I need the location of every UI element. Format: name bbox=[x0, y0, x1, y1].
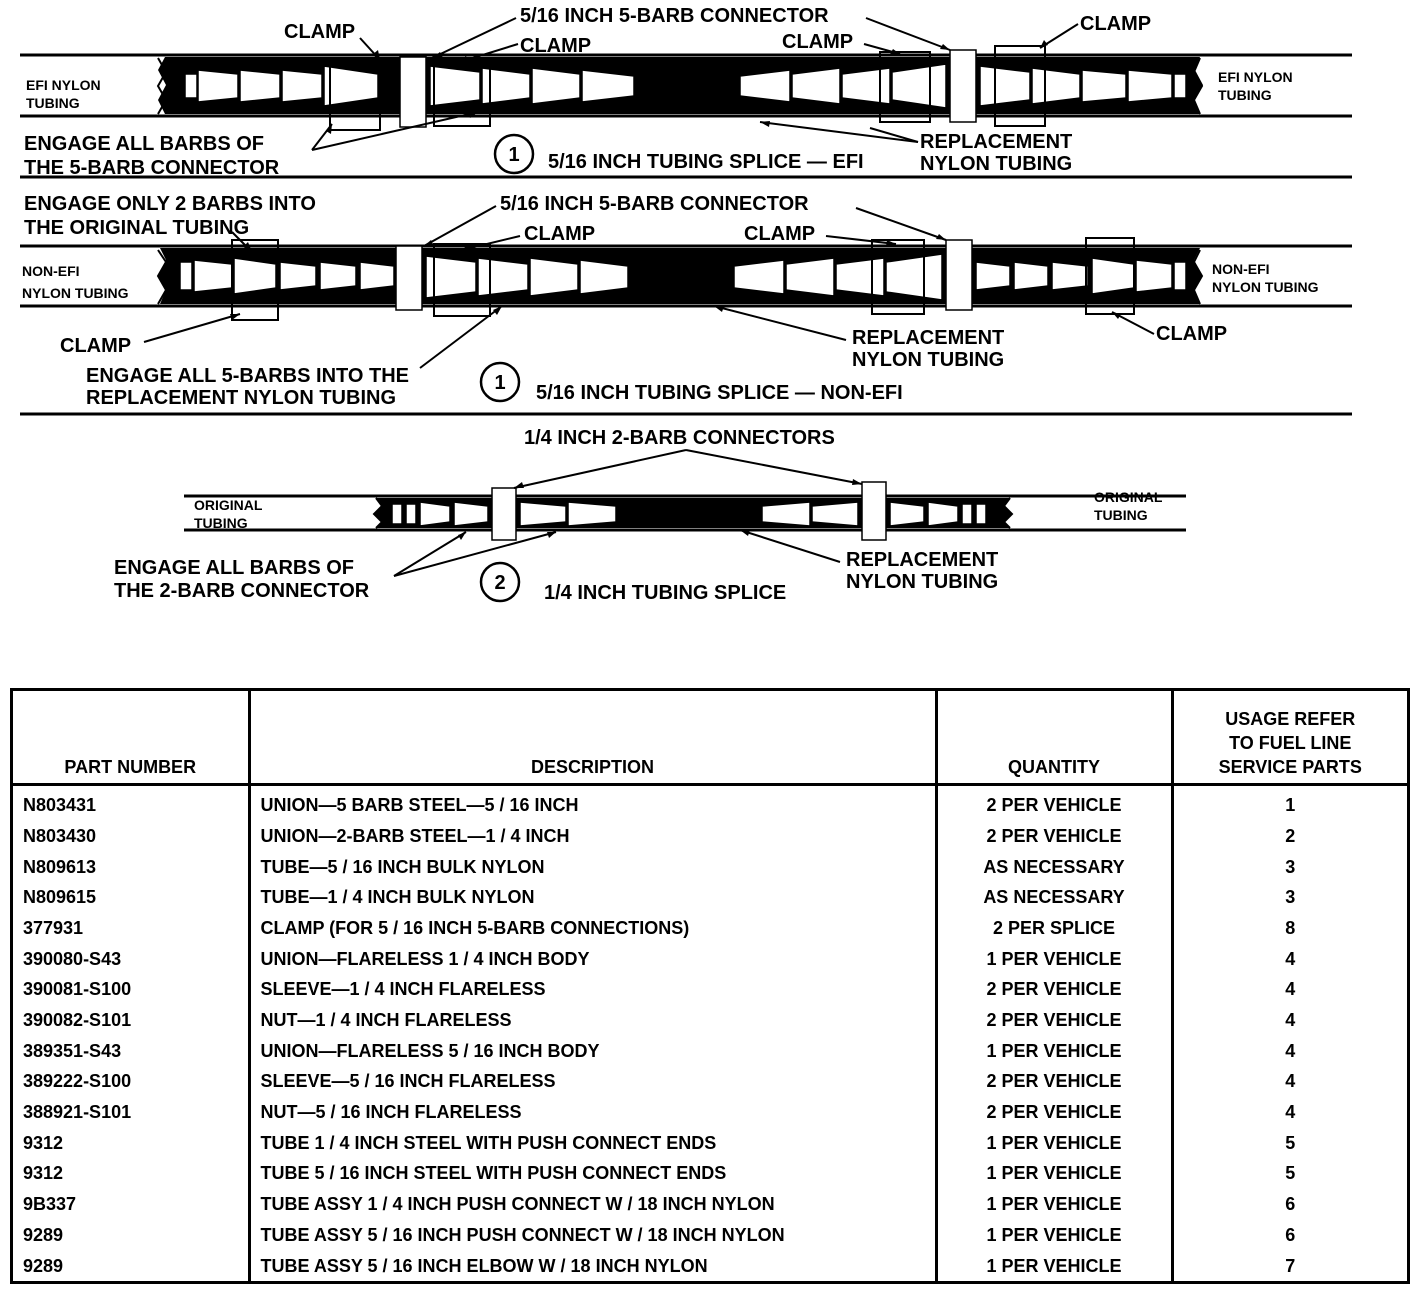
s3-left-tubing-1: ORIGINAL bbox=[194, 497, 263, 513]
parts-table-container bbox=[10, 688, 1410, 1284]
header-description: DESCRIPTION bbox=[249, 691, 936, 785]
description-cell: SLEEVE—5 / 16 INCH FLARELESS bbox=[249, 1066, 936, 1097]
quantity-cell: 2 PER VEHICLE bbox=[936, 821, 1172, 852]
part-number-cell: 390080-S43 bbox=[23, 948, 122, 969]
description-cell: NUT—5 / 16 INCH FLARELESS bbox=[249, 1097, 936, 1128]
s1-title: 5/16 INCH TUBING SPLICE — EFI bbox=[548, 151, 864, 173]
header-usage-line-1: USAGE REFER bbox=[1225, 709, 1356, 729]
s2-replacement-2: NYLON TUBING bbox=[852, 349, 1005, 371]
part-number-cell: 9289 bbox=[23, 1224, 64, 1245]
table-row bbox=[13, 851, 1407, 882]
part-number-cell: 9B337 bbox=[23, 1194, 77, 1215]
usage-cell: 3 bbox=[1172, 882, 1407, 913]
s2-clamp-label-2: CLAMP bbox=[744, 223, 816, 245]
usage-cell: 4 bbox=[1172, 1035, 1407, 1066]
s2-right-tubing-1: NON-EFI bbox=[1212, 261, 1270, 277]
quantity-cell: 2 PER SPLICE bbox=[936, 913, 1172, 944]
usage-cell: 5 bbox=[1172, 1127, 1407, 1158]
usage-cell: 1 bbox=[1172, 785, 1407, 821]
table-row bbox=[13, 1035, 1407, 1066]
header-quantity: QUANTITY bbox=[936, 691, 1172, 785]
s2-clamp-label-1: CLAMP bbox=[524, 223, 596, 245]
quantity-cell: AS NECESSARY bbox=[936, 851, 1172, 882]
s2-connector-label: 5/16 INCH 5-BARB CONNECTOR bbox=[500, 193, 809, 215]
s1-left-tubing-2: TUBING bbox=[26, 95, 80, 111]
s1-callout-number: 1 bbox=[508, 144, 520, 166]
quantity-cell: 2 PER VEHICLE bbox=[936, 1005, 1172, 1036]
quantity-cell: 1 PER VEHICLE bbox=[936, 1035, 1172, 1066]
table-row bbox=[13, 785, 1407, 821]
quantity-cell: AS NECESSARY bbox=[936, 882, 1172, 913]
s3-replacement-1: REPLACEMENT bbox=[846, 549, 999, 571]
s1-right-tubing-2: TUBING bbox=[1218, 87, 1272, 103]
s1-connector-label: 5/16 INCH 5-BARB CONNECTOR bbox=[520, 5, 829, 27]
part-number-cell: 9312 bbox=[23, 1163, 64, 1184]
part-number-cell: 389351-S43 bbox=[23, 1040, 122, 1061]
quantity-cell: 2 PER VEHICLE bbox=[936, 1066, 1172, 1097]
s3-right-tubing-1: ORIGINAL bbox=[1094, 489, 1163, 505]
quantity-cell: 2 PER VEHICLE bbox=[936, 974, 1172, 1005]
description-cell: UNION—FLARELESS 5 / 16 INCH BODY bbox=[249, 1035, 936, 1066]
header-usage-line-3: SERVICE PARTS bbox=[1218, 757, 1362, 777]
s1-clamp-label-2: CLAMP bbox=[520, 35, 592, 57]
s1-engage-note-2: THE 5-BARB CONNECTOR bbox=[24, 157, 280, 179]
s3-title: 1/4 INCH TUBING SPLICE bbox=[544, 582, 787, 604]
s1-clamp-label-3: CLAMP bbox=[782, 31, 854, 53]
usage-cell: 2 bbox=[1172, 821, 1407, 852]
quantity-cell: 1 PER VEHICLE bbox=[936, 1127, 1172, 1158]
s2-engage-bottom-1: ENGAGE ALL 5-BARBS INTO THE bbox=[86, 365, 409, 387]
splice-2-non-efi bbox=[20, 193, 1352, 414]
s2-callout-number: 1 bbox=[494, 372, 506, 394]
description-cell: TUBE—1 / 4 INCH BULK NYLON bbox=[249, 882, 936, 913]
usage-cell: 6 bbox=[1172, 1189, 1407, 1220]
table-row bbox=[13, 882, 1407, 913]
description-cell: NUT—1 / 4 INCH FLARELESS bbox=[249, 1005, 936, 1036]
s3-engage-note-2: THE 2-BARB CONNECTOR bbox=[114, 580, 370, 602]
usage-cell: 4 bbox=[1172, 1005, 1407, 1036]
description-cell: TUBE ASSY 5 / 16 INCH ELBOW W / 18 INCH NYLON bbox=[249, 1250, 936, 1281]
usage-cell: 3 bbox=[1172, 851, 1407, 882]
s3-right-tubing-2: TUBING bbox=[1094, 507, 1148, 523]
s2-title: 5/16 INCH TUBING SPLICE — NON-EFI bbox=[536, 382, 903, 404]
s2-right-tubing-2: NYLON TUBING bbox=[1212, 279, 1319, 295]
usage-cell: 4 bbox=[1172, 943, 1407, 974]
splice-1-efi bbox=[20, 5, 1352, 179]
s1-replacement-1: REPLACEMENT bbox=[920, 131, 1073, 153]
table-row bbox=[13, 974, 1407, 1005]
usage-cell: 4 bbox=[1172, 1066, 1407, 1097]
usage-cell: 6 bbox=[1172, 1219, 1407, 1250]
s1-left-tubing-1: EFI NYLON bbox=[26, 77, 101, 93]
part-number-cell: N803431 bbox=[23, 795, 97, 816]
table-row bbox=[13, 913, 1407, 944]
part-number-cell: N803430 bbox=[23, 826, 97, 847]
s2-engage-bottom-2: REPLACEMENT NYLON TUBING bbox=[86, 387, 396, 409]
s3-callout-number: 2 bbox=[494, 572, 506, 594]
header-usage bbox=[1172, 691, 1407, 785]
description-cell: TUBE 1 / 4 INCH STEEL WITH PUSH CONNECT ENDS bbox=[249, 1127, 936, 1158]
s2-clamp-label-4: CLAMP bbox=[1156, 323, 1228, 345]
description-cell: SLEEVE—1 / 4 INCH FLARELESS bbox=[249, 974, 936, 1005]
s2-engage-top-1: ENGAGE ONLY 2 BARBS INTO bbox=[24, 193, 316, 215]
usage-cell: 4 bbox=[1172, 974, 1407, 1005]
table-row bbox=[13, 1250, 1407, 1281]
description-cell: UNION—5 BARB STEEL—5 / 16 INCH bbox=[249, 785, 936, 821]
header-part-number: PART NUMBER bbox=[13, 691, 249, 785]
s3-left-tubing-2: TUBING bbox=[194, 515, 248, 531]
s2-left-tubing-2: NYLON TUBING bbox=[22, 285, 129, 301]
part-number-cell: 390081-S100 bbox=[23, 979, 132, 1000]
table-row bbox=[13, 1189, 1407, 1220]
quantity-cell: 1 PER VEHICLE bbox=[936, 1250, 1172, 1281]
table-row bbox=[13, 1127, 1407, 1158]
s1-right-tubing-1: EFI NYLON bbox=[1218, 69, 1293, 85]
s3-replacement-2: NYLON TUBING bbox=[846, 571, 999, 593]
usage-cell: 8 bbox=[1172, 913, 1407, 944]
description-cell: TUBE 5 / 16 INCH STEEL WITH PUSH CONNECT ENDS bbox=[249, 1158, 936, 1189]
parts-table bbox=[13, 691, 1407, 1281]
part-number-cell: 9312 bbox=[23, 1132, 64, 1153]
description-cell: UNION—2-BARB STEEL—1 / 4 INCH bbox=[249, 821, 936, 852]
s2-engage-top-2: THE ORIGINAL TUBING bbox=[24, 217, 250, 239]
quantity-cell: 2 PER VEHICLE bbox=[936, 785, 1172, 821]
s1-engage-note-1: ENGAGE ALL BARBS OF bbox=[24, 133, 265, 155]
s2-clamp-label-3: CLAMP bbox=[60, 335, 132, 357]
s1-clamp-label-1: CLAMP bbox=[284, 21, 356, 43]
quantity-cell: 2 PER VEHICLE bbox=[936, 1097, 1172, 1128]
table-row bbox=[13, 821, 1407, 852]
quantity-cell: 1 PER VEHICLE bbox=[936, 1219, 1172, 1250]
s2-replacement-1: REPLACEMENT bbox=[852, 327, 1005, 349]
s3-engage-note-1: ENGAGE ALL BARBS OF bbox=[114, 557, 355, 579]
quantity-cell: 1 PER VEHICLE bbox=[936, 1158, 1172, 1189]
description-cell: TUBE ASSY 1 / 4 INCH PUSH CONNECT W / 18 INCH NYLON bbox=[249, 1189, 936, 1220]
quantity-cell: 1 PER VEHICLE bbox=[936, 943, 1172, 974]
table-row bbox=[13, 1219, 1407, 1250]
s2-left-tubing-1: NON-EFI bbox=[22, 263, 80, 279]
splice-3-quarter-inch bbox=[114, 427, 1186, 604]
s1-clamp-label-4: CLAMP bbox=[1080, 13, 1152, 35]
part-number-cell: 389222-S100 bbox=[23, 1071, 132, 1092]
usage-cell: 4 bbox=[1172, 1097, 1407, 1128]
table-row bbox=[13, 1158, 1407, 1189]
usage-cell: 7 bbox=[1172, 1250, 1407, 1281]
table-row bbox=[13, 1066, 1407, 1097]
parts-table-header-row bbox=[13, 691, 1407, 785]
part-number-cell: 9289 bbox=[23, 1255, 64, 1276]
part-number-cell: 390082-S101 bbox=[23, 1010, 132, 1031]
quantity-cell: 1 PER VEHICLE bbox=[936, 1189, 1172, 1220]
description-cell: UNION—FLARELESS 1 / 4 INCH BODY bbox=[249, 943, 936, 974]
parts-table-body bbox=[13, 785, 1407, 1282]
description-cell: CLAMP (FOR 5 / 16 INCH 5-BARB CONNECTIONS) bbox=[249, 913, 936, 944]
table-row bbox=[13, 943, 1407, 974]
part-number-cell: 388921-S101 bbox=[23, 1102, 132, 1123]
header-usage-line-2: TO FUEL LINE bbox=[1229, 733, 1352, 753]
table-row bbox=[13, 1005, 1407, 1036]
table-row bbox=[13, 1097, 1407, 1128]
description-cell: TUBE ASSY 5 / 16 INCH PUSH CONNECT W / 18 INCH NYLON bbox=[249, 1219, 936, 1250]
part-number-cell: N809613 bbox=[23, 856, 97, 877]
usage-cell: 5 bbox=[1172, 1158, 1407, 1189]
part-number-cell: 377931 bbox=[23, 918, 84, 939]
s1-replacement-2: NYLON TUBING bbox=[920, 153, 1073, 175]
s3-connector-label: 1/4 INCH 2-BARB CONNECTORS bbox=[524, 427, 835, 449]
description-cell: TUBE—5 / 16 INCH BULK NYLON bbox=[249, 851, 936, 882]
part-number-cell: N809615 bbox=[23, 887, 97, 908]
